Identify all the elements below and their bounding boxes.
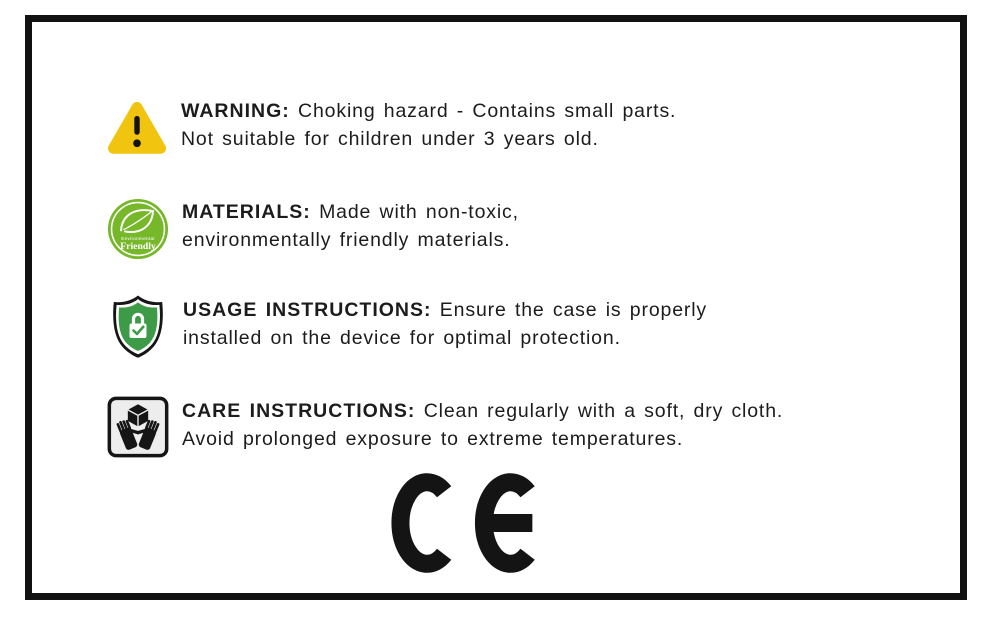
care-label: CARE INSTRUCTIONS:: [182, 400, 416, 422]
usage-text: USAGE INSTRUCTIONS: Ensure the case is properly installed on the device for optimal protection.: [183, 299, 708, 349]
materials-text: MATERIALS: Made with non-toxic, environmentally friendly materials.: [182, 201, 519, 251]
usage-label: USAGE INSTRUCTIONS:: [183, 299, 432, 321]
materials-label: MATERIALS:: [182, 201, 311, 223]
warning-label: WARNING:: [181, 100, 290, 122]
section-care: [107, 396, 783, 463]
section-materials: [107, 198, 519, 265]
ce-mark-icon: [391, 470, 539, 576]
section-warning: [106, 100, 676, 160]
eco-badge-line1: Environmental: [121, 235, 155, 241]
warning-triangle-icon: [106, 100, 168, 160]
section-usage: [106, 294, 707, 364]
eco-badge-line2: Friendly: [120, 240, 156, 252]
shield-lock-check-icon: [106, 294, 170, 364]
warning-text: WARNING: Choking hazard - Contains small parts. Not suitable for children under 3 years old.: [181, 100, 677, 150]
care-text: CARE INSTRUCTIONS: Clean regularly with a soft, dry cloth. Avoid prolonged exposure to extreme temperatures.: [182, 400, 784, 450]
eco-friendly-badge-icon: [107, 198, 169, 265]
handle-with-care-icon: [107, 396, 169, 463]
